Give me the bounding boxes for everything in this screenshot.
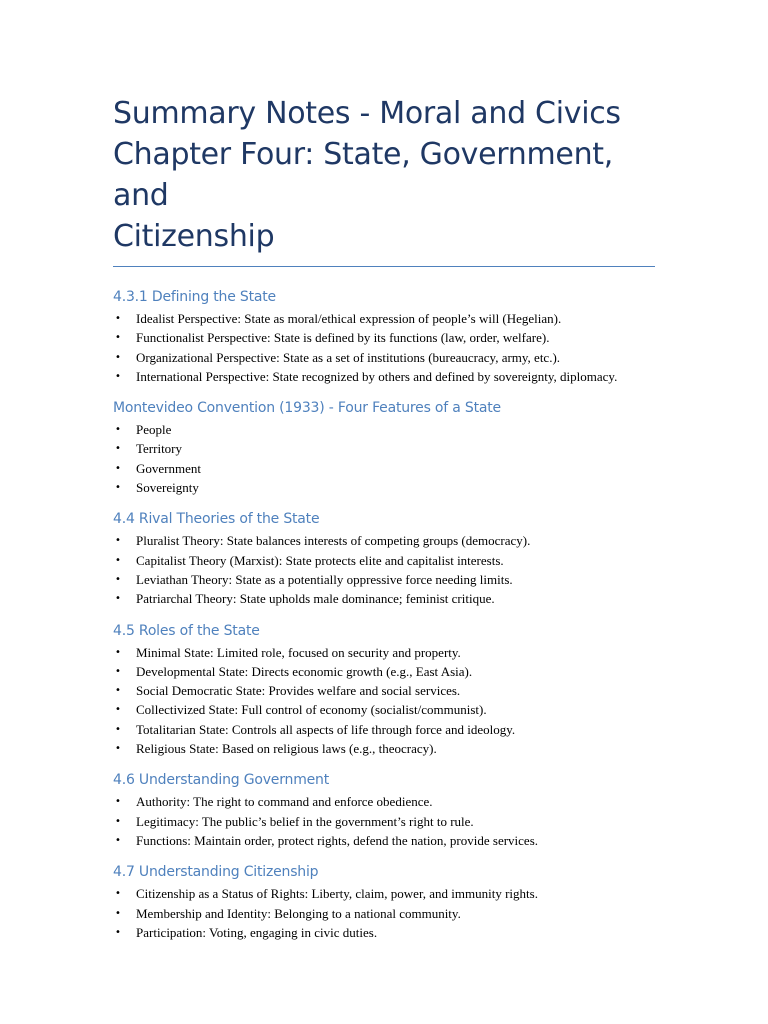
list-item-text: International Perspective: State recognized by others and defined by sovereignty, diplomacy. — [136, 368, 618, 384]
bullet-icon: • — [115, 888, 121, 900]
bullet-icon: • — [115, 535, 121, 547]
list-item — [113, 570, 655, 589]
title-line-2: Chapter Four: State, Government, and — [113, 137, 613, 213]
bullet-icon: • — [115, 926, 121, 938]
list-item-text: Functionalist Perspective: State is defined by its functions (law, order, welfare). — [136, 330, 550, 346]
bullet-list — [113, 792, 655, 850]
list-item — [113, 739, 655, 758]
bullet-icon: • — [115, 815, 121, 827]
list-item — [113, 439, 655, 458]
list-item-text: Patriarchal Theory: State upholds male dominance; feminist critique. — [136, 591, 495, 607]
list-item — [113, 720, 655, 739]
list-item-text: Minimal State: Limited role, focused on security and property. — [136, 644, 461, 660]
section-heading: 4.4 Rival Theories of the State — [113, 511, 320, 528]
bullet-icon: • — [115, 834, 121, 846]
section-defining-state — [113, 287, 655, 386]
list-item-text: Social Democratic State: Provides welfare and social services. — [136, 683, 461, 699]
section-understanding-citizenship — [113, 862, 655, 942]
list-item — [113, 531, 655, 550]
list-item-text: Pluralist Theory: State balances interests of competing groups (democracy). — [136, 533, 531, 549]
list-item — [113, 551, 655, 570]
bullet-icon: • — [115, 593, 121, 605]
list-item-text: Functions: Maintain order, protect rights, defend the nation, provide services. — [136, 832, 539, 848]
list-item-text: Developmental State: Directs economic growth (e.g., East Asia). — [136, 663, 473, 679]
list-item-text: Totalitarian State: Controls all aspects of life through force and ideology. — [136, 721, 516, 737]
list-item — [113, 792, 655, 811]
list-item — [113, 420, 655, 439]
document-content — [113, 93, 655, 954]
bullet-icon: • — [115, 743, 121, 755]
list-item-text: Citizenship as a Status of Rights: Liberty, claim, power, and immunity rights. — [136, 886, 538, 902]
section-montevideo-convention — [113, 398, 655, 497]
list-item — [113, 459, 655, 478]
list-item — [113, 367, 655, 386]
list-item — [113, 328, 655, 347]
bullet-icon: • — [115, 351, 121, 363]
list-item-text: Collectivized State: Full control of economy (socialist/communist). — [136, 702, 487, 718]
bullet-icon: • — [115, 704, 121, 716]
list-item-text: Participation: Voting, engaging in civic duties. — [136, 924, 378, 940]
list-item — [113, 309, 655, 328]
list-item-text: Leviathan Theory: State as a potentially oppressive force needing limits. — [136, 571, 513, 587]
bullet-icon: • — [115, 462, 121, 474]
list-item — [113, 884, 655, 903]
list-item — [113, 904, 655, 923]
section-heading: Montevideo Convention (1933) - Four Features of a State — [113, 400, 501, 417]
list-item — [113, 662, 655, 681]
list-item — [113, 681, 655, 700]
bullet-icon: • — [115, 313, 121, 324]
bullet-icon: • — [115, 796, 121, 808]
bullet-icon: • — [115, 424, 121, 436]
bullet-icon: • — [115, 370, 121, 382]
section-heading: 4.6 Understanding Government — [113, 772, 330, 789]
list-item — [113, 812, 655, 831]
bullet-list — [113, 643, 655, 759]
list-item — [113, 700, 655, 719]
bullet-icon: • — [115, 723, 121, 735]
section-heading: 4.7 Understanding Citizenship — [113, 864, 319, 881]
bullet-icon: • — [115, 685, 121, 697]
list-item — [113, 643, 655, 662]
bullet-icon: • — [115, 332, 121, 344]
list-item-text: Territory — [136, 441, 183, 457]
section-roles-of-state — [113, 621, 655, 759]
title-divider — [113, 266, 655, 267]
list-item-text: Idealist Perspective: State as moral/ethical expression of people’s will (Hegelian). — [136, 311, 562, 326]
bullet-list — [113, 420, 655, 497]
list-item-text: Membership and Identity: Belonging to a national community. — [136, 905, 461, 921]
bullet-list — [113, 884, 655, 942]
bullet-icon: • — [115, 907, 121, 919]
bullet-list — [113, 309, 655, 386]
list-item-text: People — [136, 422, 172, 438]
list-item-text: Organizational Perspective: State as a set of institutions (bureaucracy, army, etc.). — [136, 349, 561, 365]
bullet-list — [113, 531, 655, 608]
bullet-icon: • — [115, 646, 121, 658]
section-heading: 4.3.1 Defining the State — [113, 289, 276, 305]
bullet-icon: • — [115, 482, 121, 494]
list-item-text: Religious State: Based on religious laws (e.g., theocracy). — [136, 741, 437, 757]
bullet-icon: • — [115, 665, 121, 677]
list-item — [113, 478, 655, 497]
bullet-icon: • — [115, 573, 121, 585]
title-line-1: Summary Notes - Moral and Civics — [113, 96, 621, 131]
bullet-icon: • — [115, 443, 121, 455]
list-item — [113, 923, 655, 942]
section-heading: 4.5 Roles of the State — [113, 622, 260, 639]
title-line-3: Citizenship — [113, 219, 275, 254]
list-item-text: Capitalist Theory (Marxist): State protects elite and capitalist interests. — [136, 552, 504, 568]
list-item — [113, 348, 655, 367]
section-understanding-government — [113, 770, 655, 850]
list-item-text: Sovereignty — [136, 480, 199, 496]
list-item — [113, 589, 655, 608]
list-item-text: Government — [136, 460, 201, 476]
list-item-text: Legitimacy: The public’s belief in the government’s right to rule. — [136, 813, 474, 829]
section-rival-theories — [113, 509, 655, 608]
list-item — [113, 831, 655, 850]
document-title — [113, 93, 655, 257]
list-item-text: Authority: The right to command and enforce obedience. — [136, 794, 433, 810]
bullet-icon: • — [115, 554, 121, 566]
